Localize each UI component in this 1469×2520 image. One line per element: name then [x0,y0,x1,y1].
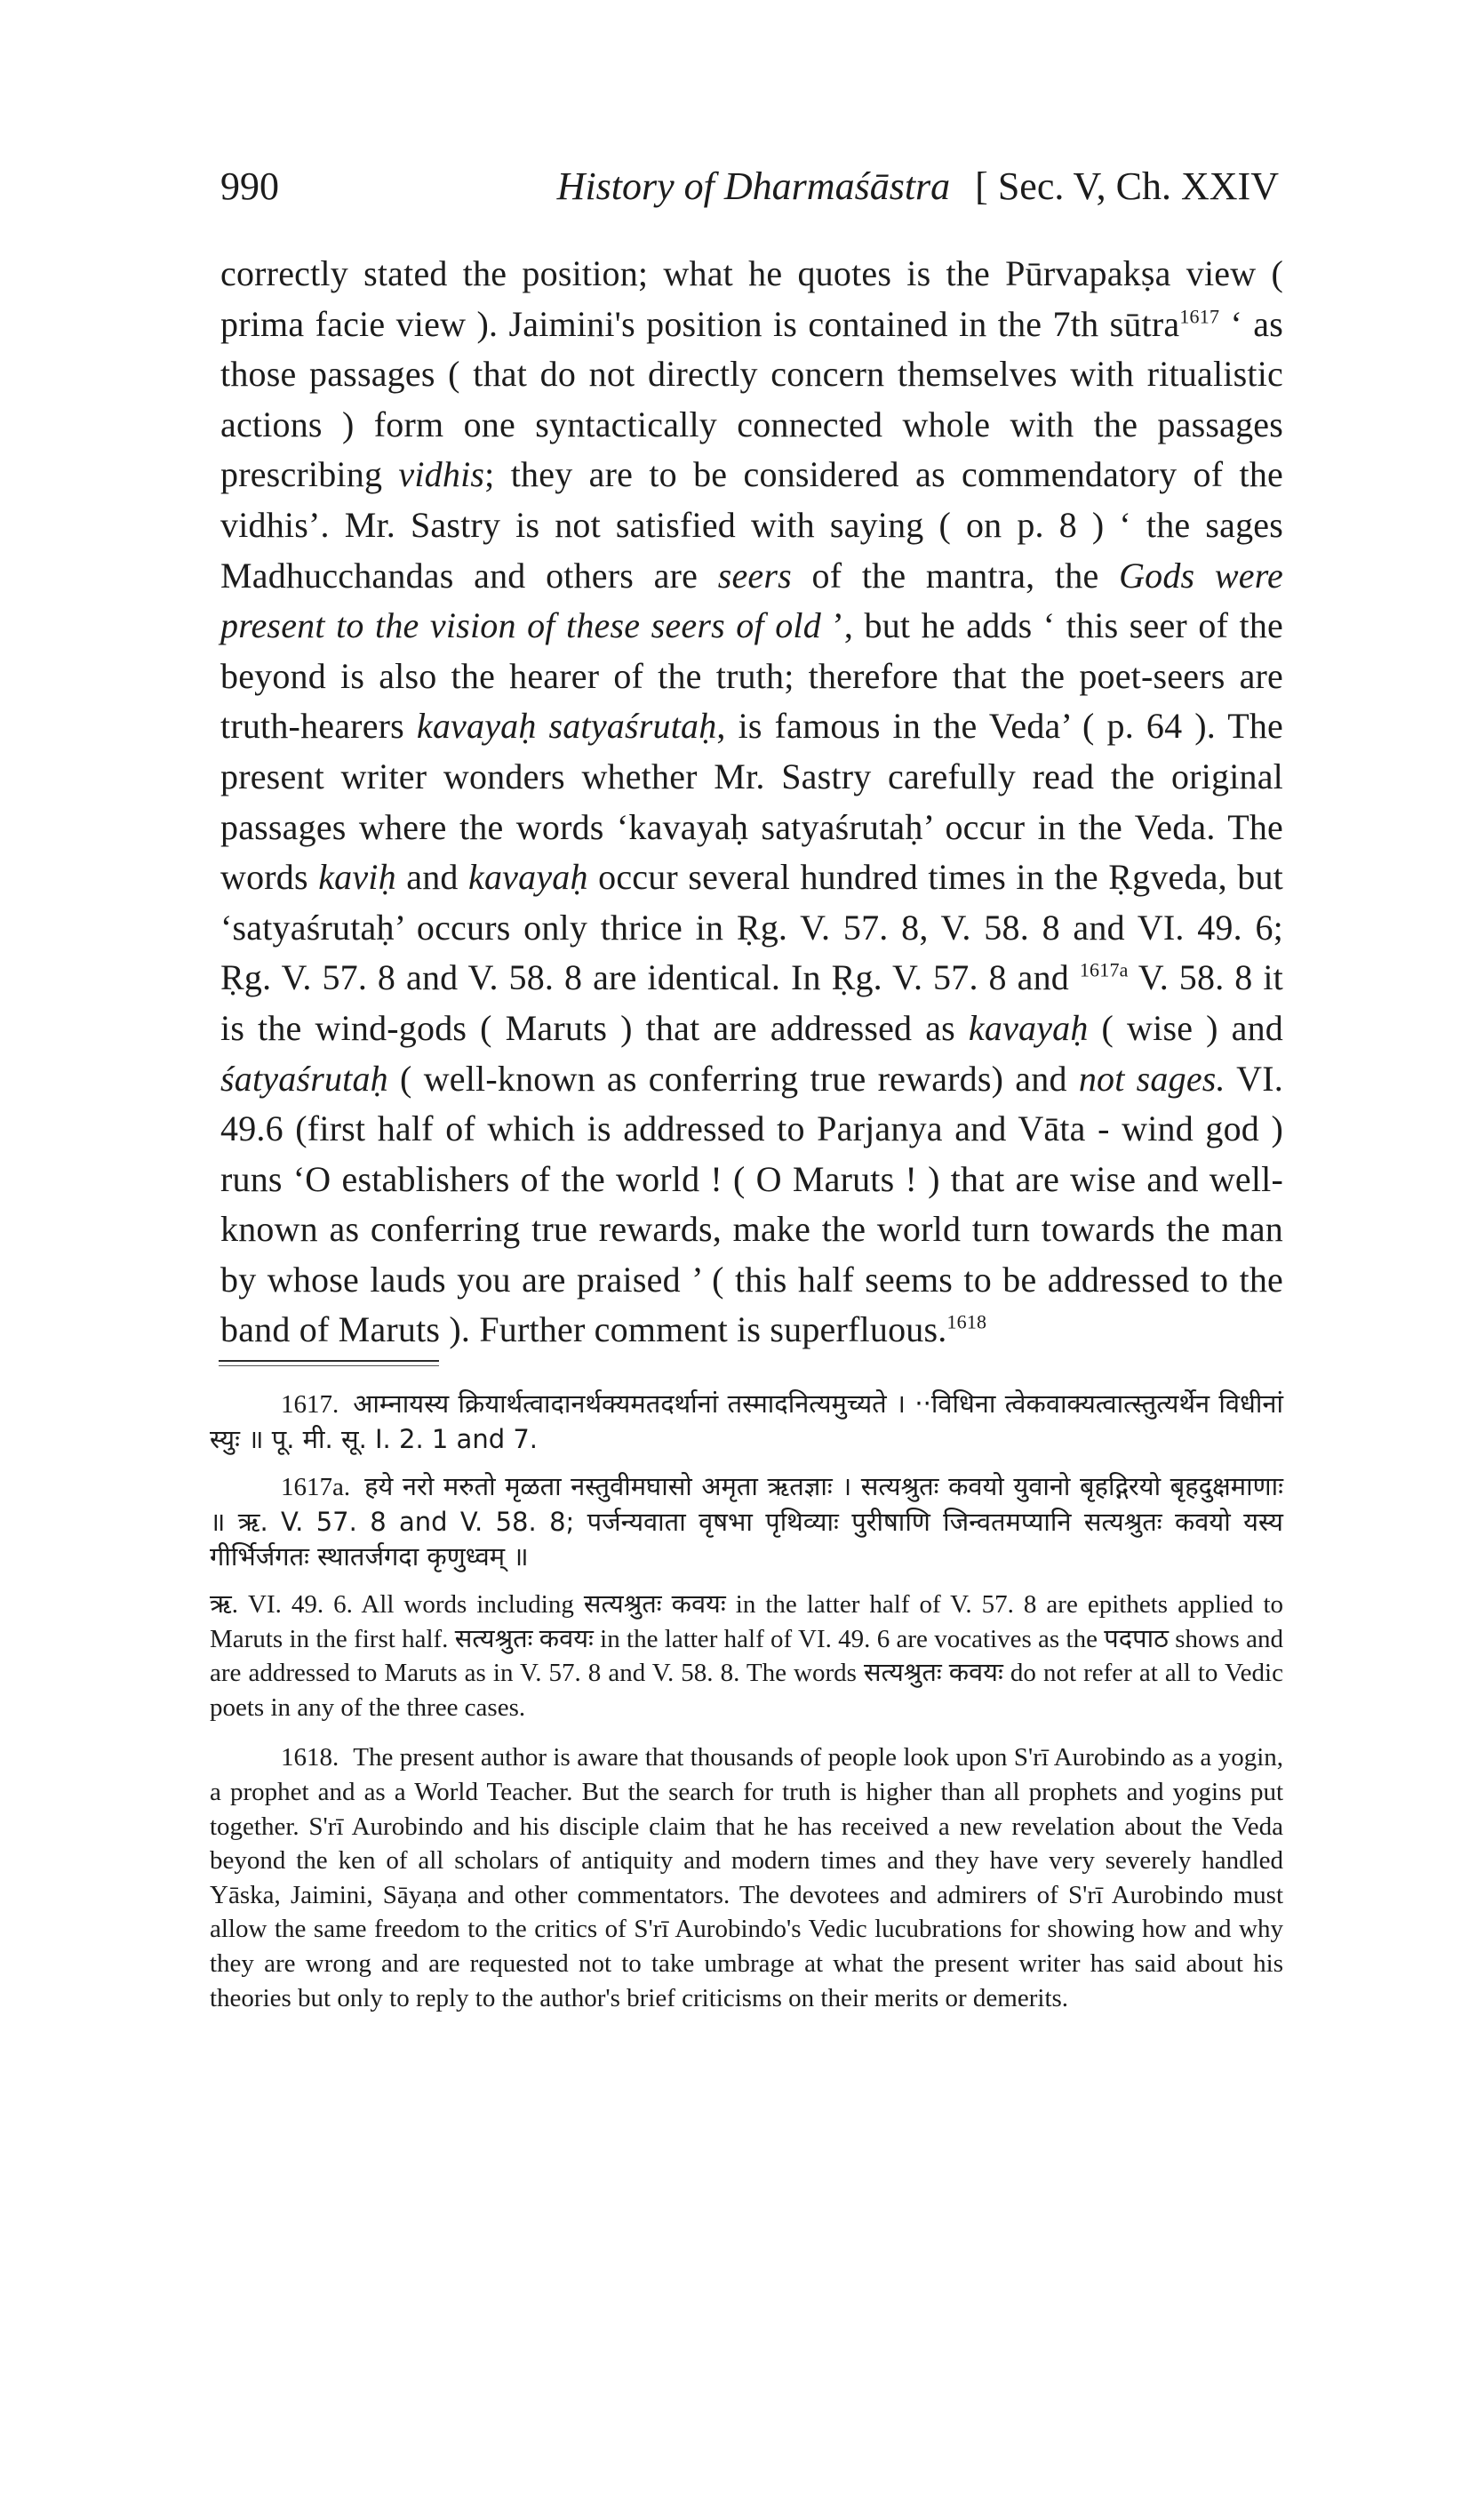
italic-term: kavayaḥ satyaśrutaḥ [416,706,717,747]
sanskrit-word: पदपाठ [1104,1624,1169,1653]
footnote-1617a-commentary [210,1588,1283,1724]
sanskrit-word: सत्यश्रुतः कवयः [454,1624,594,1653]
text-run: V. 58. 8 it is the wind-gods ( Maruts ) that are addressed as [220,957,1283,1048]
sanskrit-word: सत्यश्रुतः कवयः [583,1589,726,1619]
footnote-1617 [210,1387,1283,1457]
page-header [220,164,1279,226]
italic-term: śatyaśrutaḥ [220,1058,388,1099]
running-head-title: History of Dharmaśāstra [556,164,951,208]
text-run: in the latter half of VI. 49. 6 are vocatives as the [593,1624,1105,1653]
text-run: and [395,857,469,898]
italic-term: seers [717,555,792,596]
sanskrit-word: सत्यश्रुतः कवयः [863,1659,1003,1688]
sanskrit-ref: ऋ. VI. 49. 6. [210,1589,353,1619]
text-run: ( wise ) and [1088,1007,1283,1048]
footnote-ref-1617[interactable]: 1617 [1179,305,1220,328]
text-run: , is famous in the Veda’ ( p. 64 ). The present writer wonders whether Mr. Sastry carefully read the original passages where the words ‘kavayaḥ satyaśrutaḥ’ occur in the Veda. The words [220,706,1283,898]
sanskrit-quote: आम्नायस्य क्रियार्थत्वादानर्थक्यमतदर्थानां तस्मादनित्यमुच्यते । ··विधिना त्वेकवाक्यत्वात्स्तुत्यर्थेन विधीनां स्युः ॥ पू. मी. सू. I. 2. 1 and 7. [210,1388,1283,1454]
italic-term: vidhis [398,454,485,495]
footnote-number: 1617. [281,1390,339,1419]
italic-term: kavayaḥ [468,857,588,898]
footnote-ref-1618[interactable]: 1618 [946,1311,987,1334]
body-paragraph [220,249,1283,1356]
footnote-text: The present author is aware that thousands of people look upon S'rī Aurobindo as a yogin, a prophet and as a World Teacher. But the search for truth is higher than all prophets and yogins put together. S'rī Aurobindo and his disciple claim that he has received a new revelation about the Veda beyond the ken of all scholars of antiquity and modern times and they have very severely handled Yāska, Jaimini, Sāyaṇa and other commentators. The devotees and admirers of S'rī Aurobindo must allow the same freedom to the critics of S'rī Aurobindo's Vedic lucubrations for showing how and why they are wrong and are requested not to take umbrage at what the present writer has said about his theories but only to reply to the author's brief criticisms on their merits or demerits. [210,1743,1283,2012]
footnotes [210,1387,1283,2028]
footnote-number: 1618. [281,1743,339,1772]
text-run: ‘ as those passages ( that do not directly concern themselves with ritualistic actions ) form one syntactically connected whole with the passages prescribing [220,303,1284,495]
italic-term: Gods were present to the vision of these seers of old [220,555,1283,646]
footnote-divider-thin [219,1365,439,1366]
page-number: 990 [220,164,279,208]
footnote-number: 1617a. [281,1473,351,1502]
text-run: ’, but he adds ‘ this seer of the beyond is also the hearer of the truth; therefore that the poet-seers are truth-hearers [220,605,1283,747]
text-run: All words including [352,1589,584,1619]
text-run: ( well-known as conferring true rewards) and [387,1058,1079,1099]
text-run: shows and are addressed to Maruts as in V. 57. 8 and V. 58. 8. The words [210,1624,1283,1688]
text-run: correctly stated the position; what he quotes is the Pūrvapakṣa view ( prima facie view ). Jaimini's position is contained in the 7th sūtra [220,253,1283,344]
sanskrit-quote: हये नरो मरुतो मृळता नस्तुवीमघासो अमृता ऋतज्ञाः । सत्यश्रुतः कवयो युवानो बृहद्गिरयो बृहदुक्षमाणाः ॥ ऋ. V. 57. 8 and V. 58. 8; पर्जन्यवाता वृषभा पृथिव्याः पुरीषाणि जिन्वतमप्यानि सत्यश्रुतः कवयो यस्य गीर्भिर्जगतः स्थातर्जगदा कृणुध्वम् ॥ [210,1471,1283,1572]
footnote-1618 [210,1740,1283,2015]
footnote-divider [219,1360,439,1362]
running-head [557,164,1279,209]
footnote-ref-1617a[interactable]: 1617a [1079,958,1129,981]
text-run: occur several hundred times in the Ṛgveda, but ‘satyaśrutaḥ’ occurs only thrice in Ṛg. V. 57. 8, V. 58. 8 and VI. 49. 6; Ṛg. V. 57. 8 and V. 58. 8 are identical. In Ṛg. V. 57. 8 and [220,857,1283,998]
text-run: do not refer at all to Vedic poets in any of the three cases. [210,1659,1283,1722]
footnote-1617a [210,1469,1283,1575]
text-run: ; they are to be considered as commendatory of the vidhis’. Mr. Sastry is not satisfied with saying ( on p. 8 ) ‘ the sages Madhucchandas and others are [220,454,1284,596]
italic-term: kavayaḥ [968,1007,1089,1048]
text-run: of the mantra, the [791,555,1120,596]
main-text [220,249,1283,1356]
text-run: in the latter half of V. 57. 8 are epithets applied to Maruts in the first half. [210,1589,1283,1653]
text-run: VI. 49.6 (first half of which is addressed to Parjanya and Vāta - wind god ) runs ‘O establishers of the world ! ( O Maruts ! ) that are wise and well-known as conferring true rewards, make the world turn towards the man by whose lauds you are praised ’ ( this half seems to be addressed to the band of Maruts ). Further comment is superfluous. [220,1058,1283,1350]
running-head-section: [ Sec. V, Ch. XXIV [975,164,1279,208]
italic-term: kaviḥ [318,857,396,898]
italic-term: not sages. [1078,1058,1225,1099]
